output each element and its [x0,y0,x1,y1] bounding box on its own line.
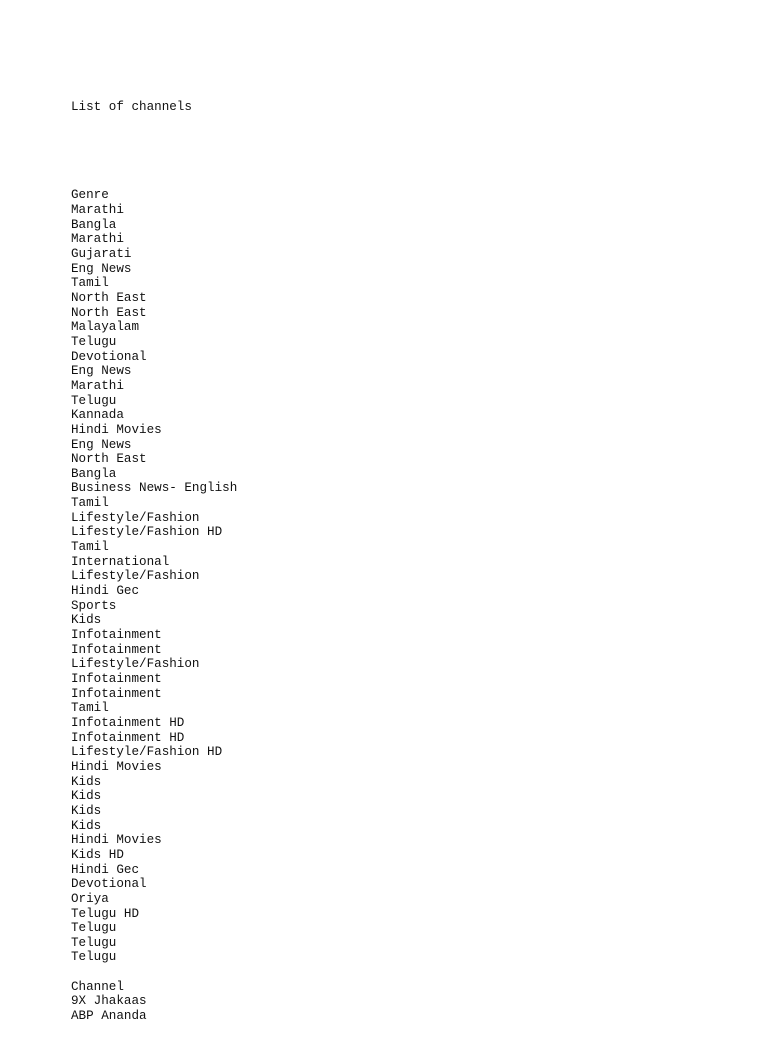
list-item: North East [71,452,147,467]
list-item: Kids [71,818,102,833]
list-item: Kids [71,774,102,789]
list-item: Tamil [71,701,109,716]
list-item: Lifestyle/Fashion [71,657,200,672]
list-item: Hindi Movies [71,422,162,437]
list-item: Lifestyle/Fashion [71,510,200,525]
list-item: Infotainment [71,686,162,701]
list-item: Tamil [71,276,109,291]
list-item: Marathi [71,232,124,247]
list-item: Eng News [71,437,132,452]
list-item: Telugu [71,950,117,965]
list-item: North East [71,305,147,320]
list-item: Hindi Movies [71,759,162,774]
list-item: North East [71,290,147,305]
list-item: Telugu [71,334,117,349]
list-item: Oriya [71,891,109,906]
list-item: Lifestyle/Fashion HD [71,525,223,540]
list-item: Bangla [71,466,117,481]
list-item: Lifestyle/Fashion HD [71,745,223,760]
section-header: Channel [71,979,124,994]
list-item: Marathi [71,378,124,393]
list-item: Eng News [71,364,132,379]
spacer [71,965,751,980]
list-item: Kannada [71,408,124,423]
list-item: Malayalam [71,320,140,335]
section-genre [71,188,751,965]
list-item: Devotional [71,877,147,892]
list-item: Hindi Gec [71,584,140,599]
list-item: Eng News [71,261,132,276]
list-item: Tamil [71,540,109,555]
list-item: Gujarati [71,246,132,261]
list-item: Kids [71,803,102,818]
list-item: Telugu HD [71,906,140,921]
page-title: List of channels [71,100,192,115]
list-item: Business News- English [71,481,238,496]
list-item: Infotainment [71,672,162,686]
list-item: Kids HD [71,847,124,862]
list-item: Infotainment [71,628,162,643]
list-item: 9X Jhakaas [71,994,147,1009]
list-item: Sports [71,598,117,613]
list-item: Marathi [71,203,124,217]
list-item: Bangla [71,217,117,232]
list-item: Telugu [71,921,117,936]
list-item: Hindi Gec [71,862,140,877]
list-item: Lifestyle/Fashion [71,569,200,584]
list-item: Infotainment HD [71,730,185,745]
section-header: Genre [71,188,109,203]
list-item: Telugu [71,935,117,950]
document-page [71,71,751,1038]
list-item: ABP Ananda [71,1009,147,1024]
sections-container [71,188,751,1023]
section-channel [71,980,751,1024]
list-item: Tamil [71,496,109,511]
list-item: International [71,554,170,569]
list-item: Infotainment [71,642,162,657]
list-item: Telugu [71,393,117,408]
list-item: Infotainment HD [71,715,185,730]
list-item: Kids [71,613,102,628]
list-item: Kids [71,789,102,804]
list-item: Devotional [71,349,147,364]
list-item: Hindi Movies [71,833,162,848]
spacer [71,144,751,159]
